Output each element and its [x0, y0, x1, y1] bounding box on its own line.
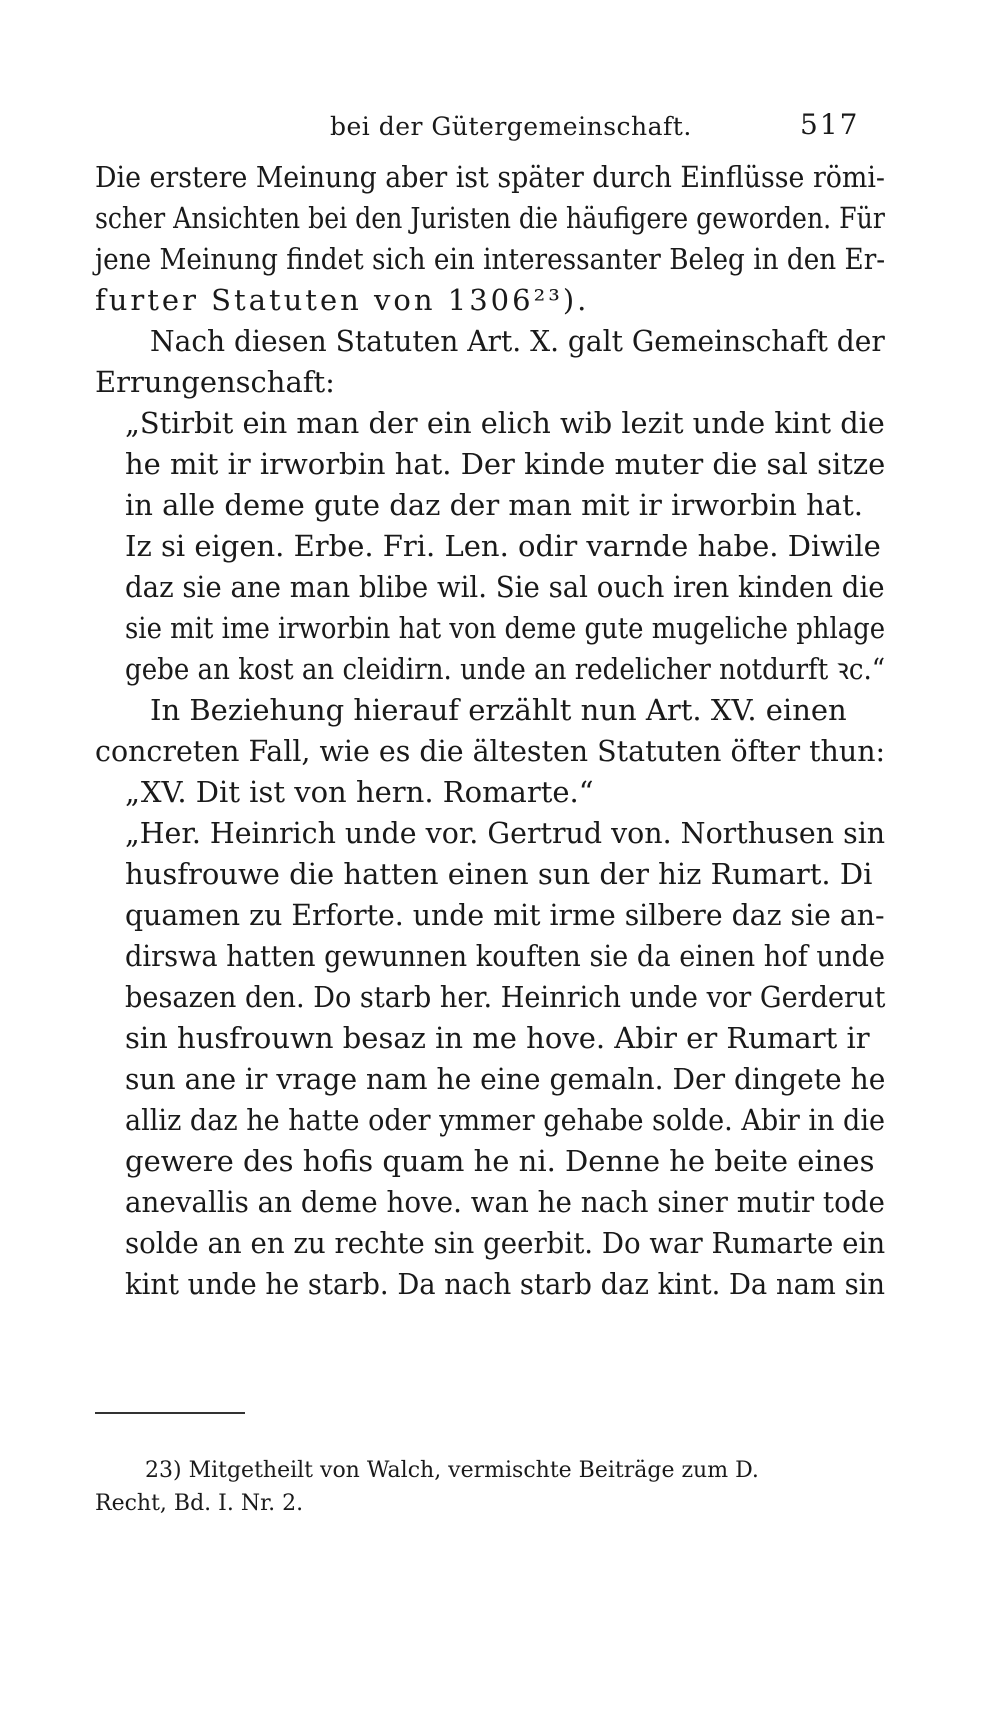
quote-line: solde an en zu rechte sin geerbit. Do war Rumarte ein	[125, 1226, 886, 1260]
quote-line: he mit ir irworbin hat. Der kinde muter die sal sitze	[125, 447, 886, 481]
text-line: scher Ansichten bei den Juristen die häufigere geworden. Für	[95, 201, 885, 235]
quote-line: sin husfrouwn besaz in me hove. Abir er Rumart ir	[125, 1021, 870, 1055]
quote-line: alliz daz he hatte oder ymmer gehabe solde. Abir in die	[125, 1103, 886, 1137]
text-line: Errungenschaft:	[95, 365, 335, 399]
quote-line: dirswa hatten gewunnen kouften sie da einen hof unde	[125, 939, 885, 973]
text-line: Nach diesen Statuten Art. X. galt Gemeinschaft der	[150, 324, 885, 358]
quote-line: husfrouwe die hatten einen sun der hiz Rumart. Di	[125, 857, 873, 891]
quote-line: sie mit ime irworbin hat von deme gute mugeliche phlage	[125, 611, 886, 645]
text-line: In Beziehung hierauf erzählt nun Art. XV. einen	[150, 693, 847, 727]
quote-line: besazen den. Do starb her. Heinrich unde vor Gerderut	[125, 980, 886, 1014]
quote-line: Iz si eigen. Erbe. Fri. Len. odir varnde habe. Diwile	[125, 529, 881, 563]
text-line: concreten Fall, wie es die ältesten Statuten öfter thun:	[95, 734, 886, 768]
quote-line: gewere des hofis quam he ni. Denne he beite eines	[125, 1144, 875, 1178]
quote-line: „Stirbit ein man der ein elich wib lezit unde kint die	[125, 406, 885, 440]
quote-line: gebe an kost an cleidirn. unde an redelicher notdurft ꝛc.“	[125, 652, 886, 686]
text-line: Die erstere Meinung aber ist später durch Einflüsse römi-	[95, 160, 885, 194]
footnote-rule	[95, 1412, 245, 1414]
footnote-line: Recht, Bd. I. Nr. 2.	[95, 1491, 304, 1516]
quote-line: „Her. Heinrich unde vor. Gertrud von. Northusen sin	[125, 816, 886, 850]
quote-heading: „XV. Dit ist von hern. Romarte.“	[125, 775, 594, 809]
quote-line: daz sie ane man blibe wil. Sie sal ouch iren kinden die	[125, 570, 885, 604]
footnote-line: 23) Mitgetheilt von Walch, vermischte Beiträge zum D.	[145, 1458, 759, 1483]
text-line: furter Statuten von 1306²³).	[95, 283, 590, 317]
quote-line: sun ane ir vrage nam he eine gemaln. Der dingete he	[125, 1062, 886, 1096]
quote-line: quamen zu Erforte. unde mit irme silbere daz sie an-	[125, 898, 885, 932]
running-head: bei der Gütergemeinschaft.	[330, 112, 692, 141]
text-line: jene Meinung findet sich ein interessanter Beleg in den Er-	[95, 242, 886, 276]
quote-line: kint unde he starb. Da nach starb daz kint. Da nam sin	[125, 1267, 886, 1301]
page-number: 517	[800, 108, 860, 141]
quote-line: anevallis an deme hove. wan he nach siner mutir tode	[125, 1185, 885, 1219]
quote-line: in alle deme gute daz der man mit ir irworbin hat.	[125, 488, 863, 522]
